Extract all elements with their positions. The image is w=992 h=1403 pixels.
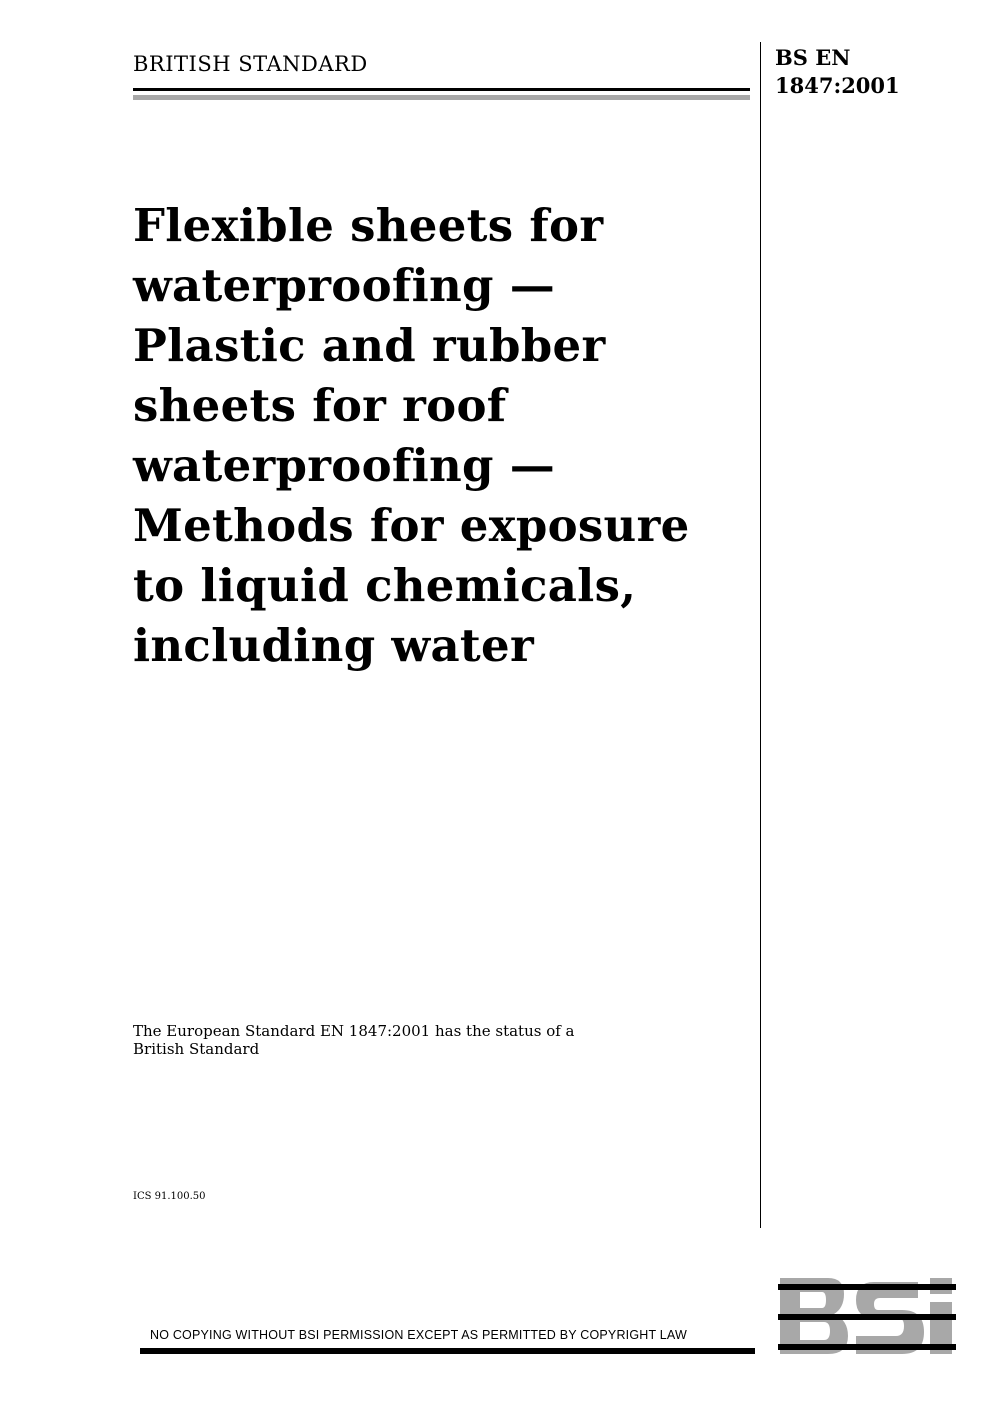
document-title [133, 196, 743, 676]
title-line: Plastic and rubber [133, 319, 606, 372]
vertical-divider [760, 42, 761, 1228]
header-label: BRITISH STANDARD [133, 52, 368, 76]
copyright-notice: NO COPYING WITHOUT BSI PERMISSION EXCEPT AS PERMITTED BY COPYRIGHT LAW [150, 1328, 688, 1342]
title-line: waterproofing — [133, 439, 556, 492]
title-line: to liquid chemicals, [133, 559, 637, 612]
ics-code: ICS 91.100.50 [133, 1191, 206, 1202]
header-rule [133, 88, 750, 91]
title-line: Methods for exposure [133, 499, 690, 552]
title-line: waterproofing — [133, 259, 556, 312]
status-statement [133, 1022, 613, 1058]
bsi-logo [778, 1274, 956, 1360]
status-line: The European Standard EN 1847:2001 has the status of a [133, 1022, 575, 1040]
standard-number [775, 44, 900, 100]
header-rule-grey [133, 95, 750, 100]
standard-number-line2: 1847:2001 [775, 73, 900, 98]
title-line: including water [133, 619, 534, 672]
title-line: Flexible sheets for [133, 199, 604, 252]
footer-rule [140, 1348, 755, 1354]
standard-number-line1: BS EN [775, 45, 851, 70]
title-line: sheets for roof [133, 379, 507, 432]
status-line: British Standard [133, 1040, 260, 1058]
